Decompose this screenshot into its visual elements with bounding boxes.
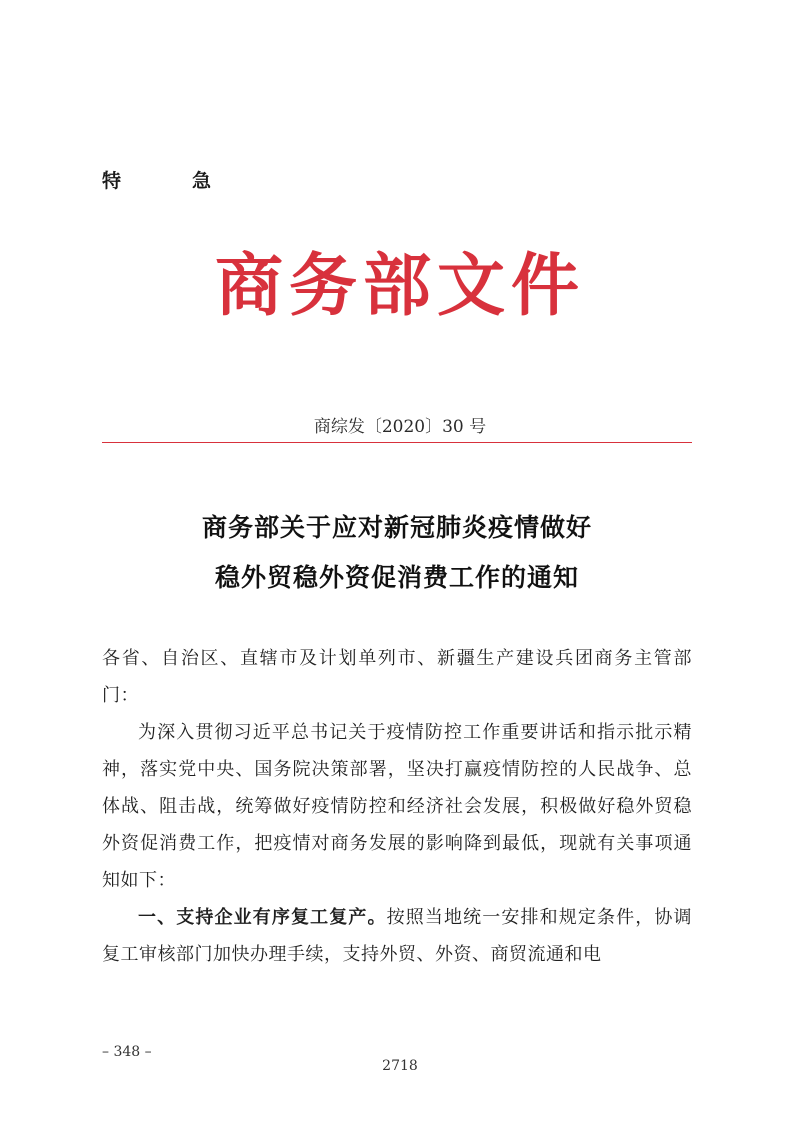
notice-title-line-2: 稳外贸稳外资促消费工作的通知 (214, 563, 579, 592)
notice-title-line-1: 商务部关于应对新冠肺炎疫情做好 (201, 513, 592, 542)
document-number: 商综发〔2020〕30 号 (313, 417, 487, 437)
salutation: 各省、自治区、直辖市及计划单列市、新疆生产建设兵团商务主管部门： (102, 648, 692, 706)
section-1-heading: 一、支持企业有序复工复产。 (138, 907, 387, 928)
notice-body (102, 640, 692, 973)
issuer-header: 商务部文件 (214, 246, 585, 326)
urgency-mark: 特 急 (102, 170, 238, 192)
section-1-text: 按照当地统一安排和规定条件，协调复工审核部门加快办理手续，支持外贸、外资、商贸流通和电 (102, 907, 692, 965)
section-1-paragraph (102, 899, 692, 973)
red-divider (102, 442, 692, 443)
intro-paragraph: 为深入贯彻习近平总书记关于疫情防控工作重要讲话和指示批示精神，落实党中央、国务院决策部署，坚决打赢疫情防控的人民战争、总体战、阻击战，统筹做好疫情防控和经济社会发展，积极做好稳外贸稳外资促消费工作，把疫情对商务发展的影响降到最低，现就有关事项通知如下： (102, 722, 692, 891)
page-number: – 348 – (102, 1044, 152, 1060)
page-serial-number: 2718 (382, 1058, 418, 1074)
